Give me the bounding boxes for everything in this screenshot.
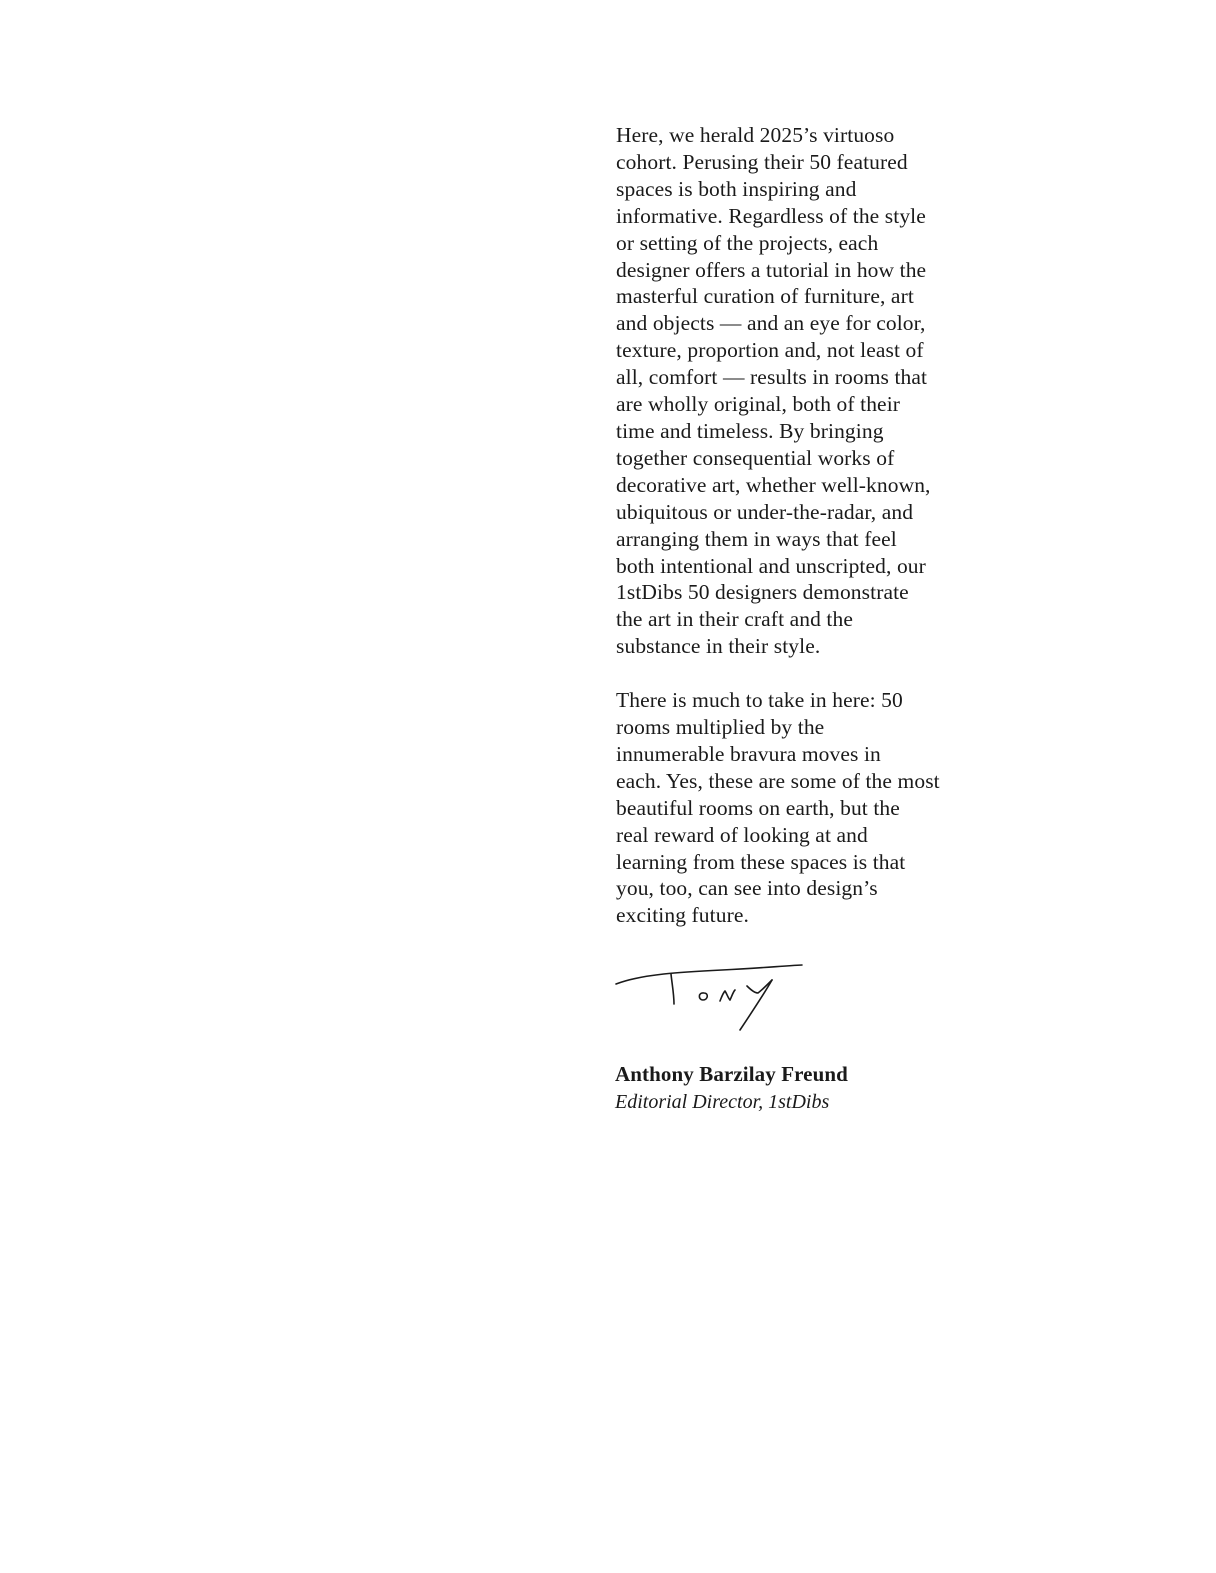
text-line: masterful curation of furniture, art [616,284,914,309]
text-line: 1stDibs 50 designers demonstrate [616,580,909,605]
text-line: you, too, can see into design’s [616,876,878,901]
text-line: all, comfort — results in rooms that [616,365,928,390]
text-line: substance in their style. [616,634,821,659]
signature-tony-drawing [612,960,808,1038]
text-line: learning from these spaces is that [616,849,906,874]
letter-body [616,122,966,929]
text-line: exciting future. [616,903,749,928]
text-line: together consequential works of [616,445,895,470]
author-name: Anthony Barzilay Freund [615,1062,848,1086]
text-line: There is much to take in here: 50 [616,688,903,713]
text-line: cohort. Perusing their 50 featured [616,149,908,174]
text-line: Here, we herald 2025’s virtuoso [616,123,895,147]
text-line: ubiquitous or under-the-radar, and [616,499,914,524]
text-line: the art in their craft and the [616,607,854,632]
author-title: Editorial Director, 1stDibs [615,1091,830,1113]
text-line: innumerable bravura moves in [616,741,881,766]
text-line: are wholly original, both of their [616,392,901,417]
text-line: time and timeless. By bringing [616,418,884,443]
handwritten-signature [612,960,808,1038]
text-line: real reward of looking at and [616,822,868,847]
text-line: beautiful rooms on earth, but the [616,795,900,820]
text-line: rooms multiplied by the [616,715,825,740]
text-line: spaces is both inspiring and [616,176,857,201]
text-line: and objects — and an eye for color, [616,311,926,336]
letter-paragraph-1 [616,122,966,660]
text-line: texture, proportion and, not least of [616,338,924,363]
letter-paragraph-2 [616,687,966,929]
text-line: each. Yes, these are some of the most [616,768,940,793]
text-line: decorative art, whether well-known, [616,472,931,497]
text-line: or setting of the projects, each [616,230,879,255]
text-line: informative. Regardless of the style [616,203,926,228]
text-line: both intentional and unscripted, our [616,553,926,578]
text-line: arranging them in ways that feel [616,526,897,551]
text-line: designer offers a tutorial in how the [616,257,927,282]
